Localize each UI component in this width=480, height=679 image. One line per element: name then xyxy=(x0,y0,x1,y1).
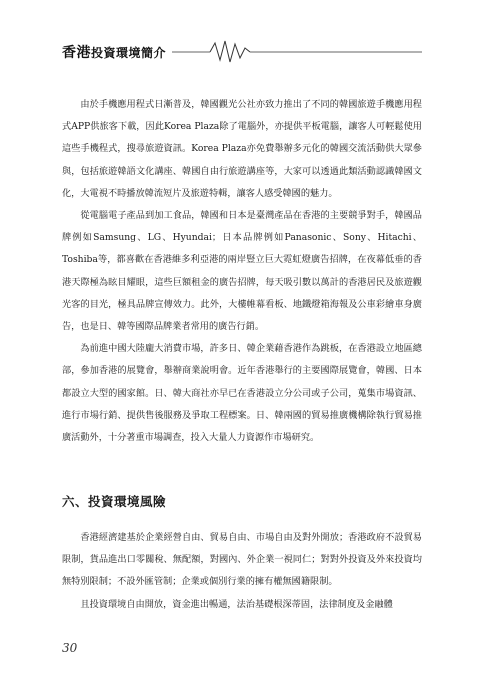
header-title xyxy=(62,42,166,62)
section-heading: 六、投資環境風險 xyxy=(62,494,167,509)
header-title-rest: 投資環境簡介 xyxy=(91,46,167,60)
paragraph: 由於手機應用程式日漸普及，韓國觀光公社亦致力推出了不同的韓國旅遊手機應用程式APP供旅客下載，因此Korea Plaza除了電腦外，亦提供平板電腦，讓客人可輕鬆使用這些手機程式，搜尋旅遊資訊。Korea Plaza亦免費舉辦多元化的韓國交流活動供大眾參與，包括旅遊韓語文化講座、韓國自由行旅遊講座等，大家可以透過此類活動認識韓國文化，大電視不時播放韓流短片及旅遊特輯，讓客人感受韓國的魅力。 xyxy=(62,99,422,199)
section-body-text xyxy=(62,527,422,616)
paragraph: 從電腦電子產品到加工食品，韓國和日本是臺灣產品在香港的主要競爭對手，韓國品牌例如Samsung、LG、Hyundai；日本品牌例如Panasonic、Sony、Hitachi、Toshiba等，都喜歡在香港維多利亞港的兩岸豎立巨大霓虹燈廣告招牌，在夜幕低垂的香港天際極為眩目耀眼，這些巨額租金的廣告招牌，每天吸引數以萬計的香港居民及旅遊觀光客的目光，極具品牌宣傳效力。此外，大樓帷幕看板、地鐵燈箱海報及公車彩繪車身廣告，也是日、韓等國際品牌業者常用的廣告行銷。 xyxy=(62,210,422,333)
running-header xyxy=(62,38,422,66)
paragraph: 且投資環境自由開放，資金進出暢通，法治基礎根深蒂固，法律制度及金融體 xyxy=(80,598,393,610)
paragraph: 香港經濟建基於企業經營自由、貿易自由、市場自由及對外開放；香港政府不設貿易限制，貨品進出口零關稅、無配額，對國內、外企業一視同仁；對對外投資及外來投資均無特別限制；不設外匯管制；企業或個別行業的擁有權無國籍限制。 xyxy=(62,532,422,588)
page-number: 30 xyxy=(62,641,78,655)
body-text xyxy=(62,94,422,449)
paragraph: 為前進中國大陸龐大消費市場，許多日、韓企業藉香港作為跳板，在香港設立地區總部，參加香港的展覽會，舉辦商業說明會。近年香港舉行的主要國際展覽會，韓國、日本都設立大型的國家館。日、韓大商社亦早已在香港設立分公司或子公司，蒐集市場資訊、進行市場行銷、提供售後服務及爭取工程標案。日、韓兩國的貿易推廣機構除執行貿易推廣活動外，十分著重市場調查，投入大量人力資源作市場研究。 xyxy=(62,343,422,444)
header-title-big: 香港 xyxy=(62,45,91,61)
